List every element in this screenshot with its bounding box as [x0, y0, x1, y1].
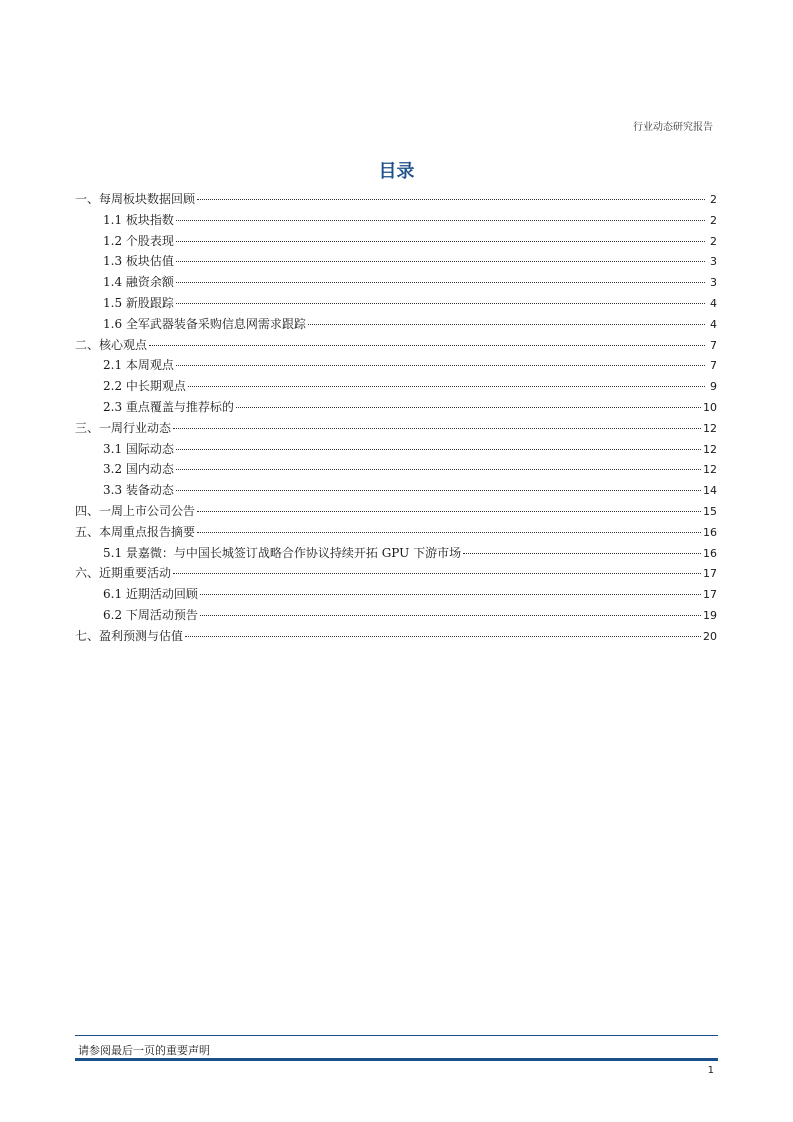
toc-entry-label: 四、一周上市公司公告	[75, 503, 196, 518]
toc-entry[interactable]	[75, 335, 717, 356]
toc-entry[interactable]	[75, 251, 717, 272]
toc-entry[interactable]	[75, 397, 717, 418]
toc-entry[interactable]	[75, 605, 717, 626]
toc-leader-dots	[176, 468, 701, 470]
toc-leader-dots	[308, 323, 705, 325]
toc-entry[interactable]	[75, 355, 717, 376]
toc-entry-label: 五、本周重点报告摘要	[75, 524, 196, 539]
toc-entry-page: 9	[710, 380, 717, 394]
toc-leader-dots	[176, 281, 705, 283]
toc-leader-dots	[149, 344, 705, 346]
toc-leader-dots	[200, 593, 701, 595]
toc-entry[interactable]	[75, 293, 717, 314]
toc-entry-label: 3.2 国内动态	[103, 462, 174, 477]
toc-leader-dots	[176, 364, 705, 366]
toc-entry[interactable]	[75, 231, 717, 252]
toc-leader-dots	[176, 448, 701, 450]
toc-entry-label: 3.3 装备动态	[103, 483, 174, 498]
toc-entry-label: 1.5 新股跟踪	[103, 295, 174, 310]
toc-entry-label: 七、盈利预测与估值	[75, 628, 184, 643]
toc-entry-page: 10	[703, 400, 717, 414]
toc-entry-page: 2	[710, 213, 717, 227]
toc-leader-dots	[197, 510, 701, 512]
toc-entry-page: 17	[703, 567, 717, 581]
toc-entry-page: 2	[710, 193, 717, 206]
toc-entry-label: 2.2 中长期观点	[103, 379, 186, 394]
toc-entry-label: 1.3 板块估值	[103, 254, 174, 269]
toc-entry[interactable]	[75, 459, 717, 480]
toc-leader-dots	[176, 260, 705, 262]
toc-entry-page: 12	[703, 463, 717, 477]
toc-entry[interactable]	[75, 189, 717, 210]
toc-entry-page: 12	[703, 421, 717, 435]
toc-entry-label: 1.1 板块指数	[103, 212, 174, 227]
toc-leader-dots	[176, 489, 701, 491]
footer-rule	[75, 1058, 718, 1061]
toc-entry-label: 5.1 景嘉微：与中国长城签订战略合作协议持续开拓 GPU 下游市场	[103, 545, 462, 560]
toc-leader-dots	[200, 614, 701, 616]
toc-entry[interactable]	[75, 210, 717, 231]
toc-entry-page: 17	[703, 588, 717, 602]
toc-entry-page: 16	[703, 546, 717, 560]
toc-leader-dots	[176, 302, 705, 304]
toc-entry-label: 三、一周行业动态	[75, 420, 172, 435]
disclaimer-note: 请参阅最后一页的重要声明	[78, 1044, 210, 1057]
toc-entry-page: 16	[703, 525, 717, 539]
toc-entry[interactable]	[75, 480, 717, 501]
toc-entry-label: 二、核心观点	[75, 337, 148, 352]
toc-entry-label: 1.4 融资余额	[103, 275, 174, 290]
toc-entry-label: 一、每周板块数据回顾	[75, 192, 196, 206]
toc-entry[interactable]	[75, 563, 717, 584]
toc-entry-label: 2.3 重点覆盖与推荐标的	[103, 399, 234, 414]
toc-leader-dots	[176, 219, 705, 221]
toc-entry-page: 19	[703, 608, 717, 622]
toc-entry[interactable]	[75, 418, 717, 439]
toc-leader-dots	[188, 385, 705, 387]
toc-entry[interactable]	[75, 522, 717, 543]
toc-leader-dots	[463, 552, 701, 554]
toc-entry-page: 4	[710, 317, 717, 331]
toc-entry-page: 12	[703, 442, 717, 456]
toc-entry-label: 6.1 近期活动回顾	[103, 587, 198, 602]
toc-leader-dots	[185, 635, 701, 637]
toc-entry-label: 6.2 下周活动预告	[103, 607, 198, 622]
page-number: 1	[707, 1065, 714, 1076]
toc-leader-dots	[197, 198, 705, 200]
footer-divider	[75, 1035, 718, 1036]
toc-entry-page: 15	[703, 504, 717, 518]
toc-entry-page: 7	[710, 338, 717, 352]
toc-entry[interactable]	[75, 584, 717, 605]
toc-entry-page: 4	[710, 296, 717, 310]
toc-leader-dots	[173, 427, 701, 429]
toc-entry-label: 1.6 全军武器装备采购信息网需求跟踪	[103, 316, 306, 331]
report-type-label: 行业动态研究报告	[633, 122, 713, 133]
toc-entry[interactable]	[75, 272, 717, 293]
toc-leader-dots	[197, 531, 701, 533]
table-of-contents	[75, 189, 717, 647]
toc-entry[interactable]	[75, 626, 717, 647]
toc-entry-page: 14	[703, 484, 717, 498]
toc-title: 目录	[378, 161, 415, 182]
toc-leader-dots	[236, 406, 701, 408]
toc-entry[interactable]	[75, 376, 717, 397]
toc-entry-page: 3	[710, 255, 717, 269]
toc-entry[interactable]	[75, 439, 717, 460]
toc-leader-dots	[176, 240, 705, 242]
toc-entry-label: 六、近期重要活动	[75, 566, 172, 581]
toc-entry-label: 2.1 本周观点	[103, 358, 174, 373]
toc-leader-dots	[173, 572, 701, 574]
toc-entry-page: 7	[710, 359, 717, 373]
toc-entry-label: 1.2 个股表现	[103, 233, 174, 248]
toc-entry[interactable]	[75, 501, 717, 522]
toc-entry-label: 3.1 国际动态	[103, 441, 174, 456]
toc-entry-page: 20	[703, 629, 717, 643]
toc-entry[interactable]	[75, 314, 717, 335]
toc-entry[interactable]	[75, 543, 717, 564]
toc-entry-page: 2	[710, 234, 717, 248]
toc-entry-page: 3	[710, 276, 717, 290]
